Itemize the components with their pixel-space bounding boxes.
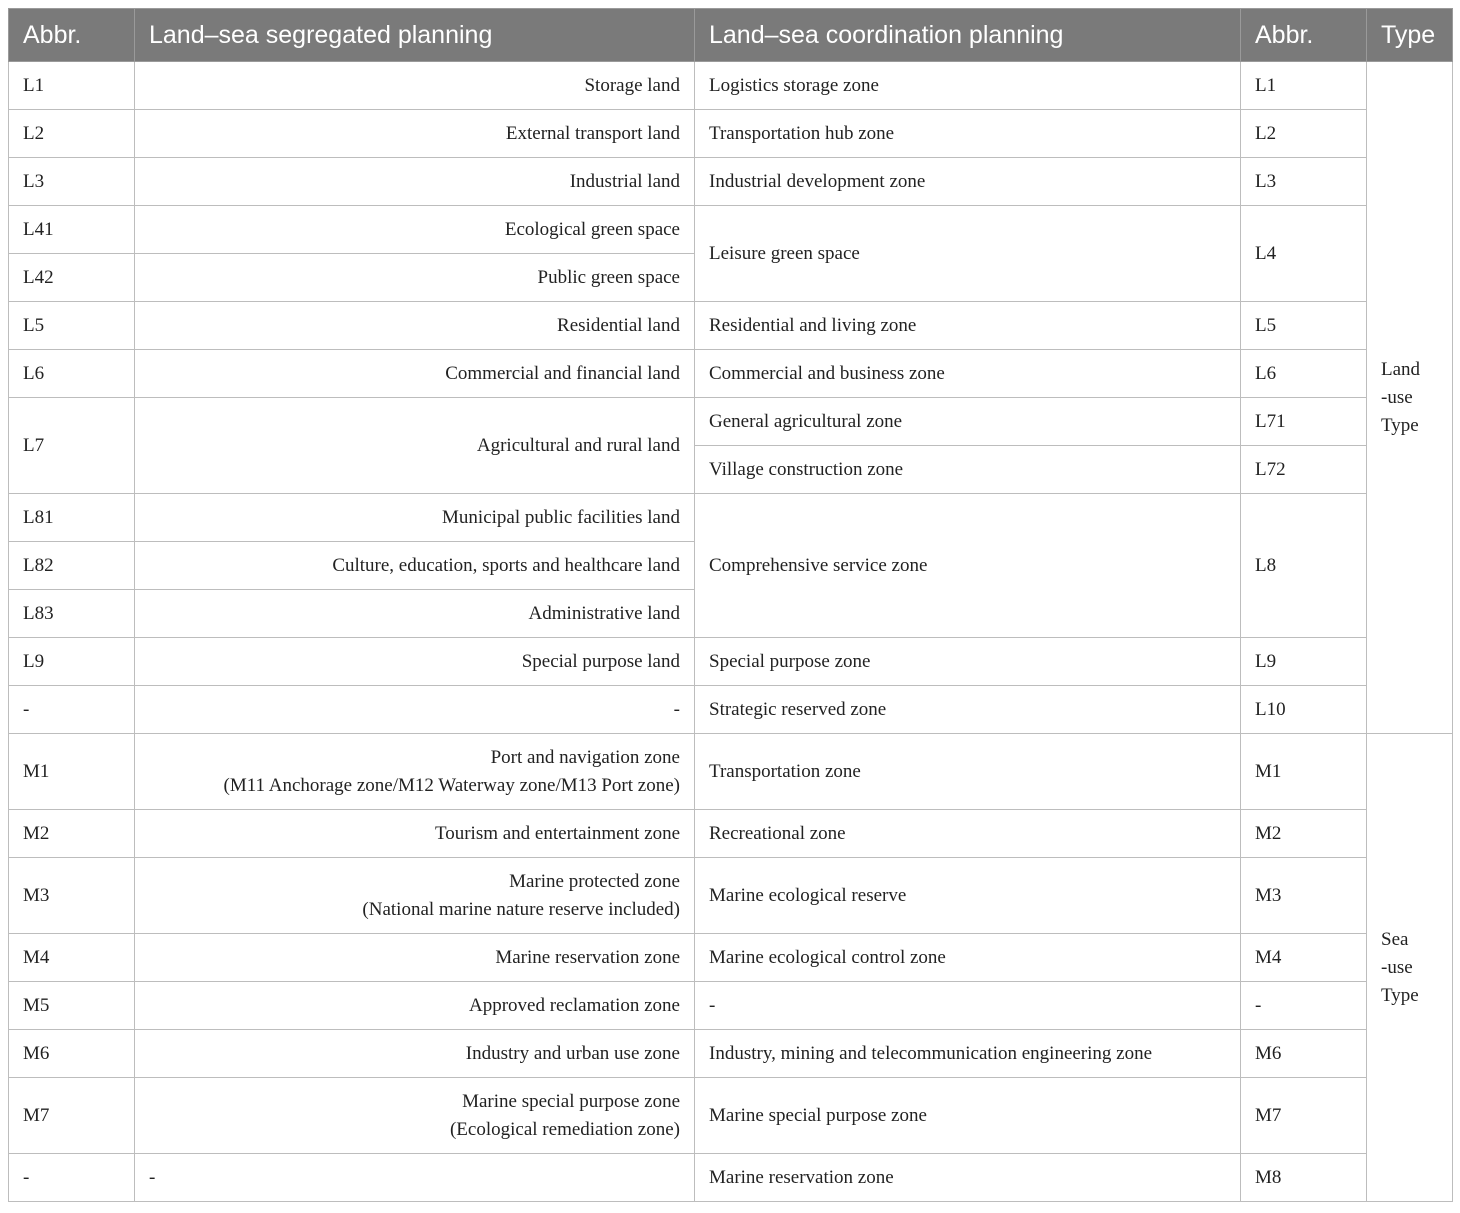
type-line: Sea bbox=[1381, 928, 1409, 950]
coord-abbr-cell: M4 bbox=[1241, 934, 1367, 982]
table-row bbox=[9, 858, 1453, 934]
seg-line: (National marine nature reserve included) bbox=[362, 898, 680, 920]
coord-planning-cell: General agricultural zone bbox=[695, 398, 1241, 446]
coord-planning-cell: Comprehensive service zone bbox=[695, 494, 1241, 638]
seg-line: Tourism and entertainment zone bbox=[434, 822, 680, 844]
table-row bbox=[9, 206, 1453, 254]
coord-planning-cell: Marine ecological control zone bbox=[695, 934, 1241, 982]
coord-abbr-cell: M2 bbox=[1241, 810, 1367, 858]
seg-line: Municipal public facilities land bbox=[442, 506, 680, 528]
coord-planning-cell: Industry, mining and telecommunication engineering zone bbox=[695, 1030, 1241, 1078]
seg-abbr-cell: L82 bbox=[9, 542, 135, 590]
seg-planning-cell bbox=[135, 542, 695, 590]
seg-planning-cell bbox=[135, 590, 695, 638]
coord-abbr-cell: L5 bbox=[1241, 302, 1367, 350]
header-coordination-planning: Land–sea coordination planning bbox=[695, 9, 1241, 62]
table-row bbox=[9, 158, 1453, 206]
header-abbr-left: Abbr. bbox=[9, 9, 135, 62]
seg-planning-cell bbox=[135, 1078, 695, 1154]
seg-abbr-cell: L42 bbox=[9, 254, 135, 302]
seg-planning-cell bbox=[135, 302, 695, 350]
seg-line: Public green space bbox=[537, 266, 680, 288]
seg-planning-cell bbox=[135, 206, 695, 254]
seg-line: Storage land bbox=[584, 74, 680, 96]
type-line: Type bbox=[1381, 984, 1419, 1006]
coord-abbr-cell: L9 bbox=[1241, 638, 1367, 686]
coord-abbr-cell: L8 bbox=[1241, 494, 1367, 638]
coord-planning-cell: Marine special purpose zone bbox=[695, 1078, 1241, 1154]
type-cell-sea bbox=[1367, 734, 1453, 1202]
seg-abbr-cell: M4 bbox=[9, 934, 135, 982]
coord-abbr-cell: L2 bbox=[1241, 110, 1367, 158]
table-row bbox=[9, 1030, 1453, 1078]
seg-line: Residential land bbox=[557, 314, 680, 336]
type-line: Land bbox=[1381, 358, 1421, 380]
type-line: -use bbox=[1381, 956, 1413, 978]
coord-abbr-cell: L72 bbox=[1241, 446, 1367, 494]
seg-line: External transport land bbox=[505, 122, 680, 144]
header-segregated-planning: Land–sea segregated planning bbox=[135, 9, 695, 62]
seg-planning-cell bbox=[135, 734, 695, 810]
coord-abbr-cell: M3 bbox=[1241, 858, 1367, 934]
coord-planning-cell: Marine ecological reserve bbox=[695, 858, 1241, 934]
coord-abbr-cell: L6 bbox=[1241, 350, 1367, 398]
seg-planning-cell bbox=[135, 686, 695, 734]
coord-planning-cell: Special purpose zone bbox=[695, 638, 1241, 686]
table-row bbox=[9, 686, 1453, 734]
seg-planning-cell bbox=[135, 638, 695, 686]
table-header bbox=[9, 9, 1453, 62]
seg-line: Port and navigation zone bbox=[490, 746, 680, 768]
seg-abbr-cell: M7 bbox=[9, 1078, 135, 1154]
header-row bbox=[9, 9, 1453, 62]
seg-abbr-cell: M5 bbox=[9, 982, 135, 1030]
coord-planning-cell: Residential and living zone bbox=[695, 302, 1241, 350]
table-row bbox=[9, 1078, 1453, 1154]
coord-abbr-cell: M6 bbox=[1241, 1030, 1367, 1078]
seg-line: Marine special purpose zone bbox=[462, 1090, 680, 1112]
seg-abbr-cell: - bbox=[9, 1154, 135, 1202]
coord-planning-cell: Commercial and business zone bbox=[695, 350, 1241, 398]
seg-line: - bbox=[149, 1166, 156, 1188]
seg-abbr-cell: M1 bbox=[9, 734, 135, 810]
seg-abbr-cell: M3 bbox=[9, 858, 135, 934]
coord-abbr-cell: - bbox=[1241, 982, 1367, 1030]
seg-line: Culture, education, sports and healthcare land bbox=[332, 554, 680, 576]
header-abbr-right: Abbr. bbox=[1241, 9, 1367, 62]
table-row bbox=[9, 398, 1453, 446]
type-cell-land bbox=[1367, 62, 1453, 734]
coord-abbr-cell: M1 bbox=[1241, 734, 1367, 810]
seg-abbr-cell: L6 bbox=[9, 350, 135, 398]
seg-line: (M11 Anchorage zone/M12 Waterway zone/M13 Port zone) bbox=[223, 774, 680, 796]
coord-planning-cell: Logistics storage zone bbox=[695, 62, 1241, 110]
planning-comparison-table bbox=[8, 8, 1453, 1202]
seg-line: Administrative land bbox=[528, 602, 680, 624]
coord-planning-cell: Transportation hub zone bbox=[695, 110, 1241, 158]
table-row bbox=[9, 734, 1453, 810]
seg-abbr-cell: L41 bbox=[9, 206, 135, 254]
seg-abbr-cell: L9 bbox=[9, 638, 135, 686]
coord-planning-cell: Strategic reserved zone bbox=[695, 686, 1241, 734]
seg-abbr-cell: M2 bbox=[9, 810, 135, 858]
seg-abbr-cell: - bbox=[9, 686, 135, 734]
seg-abbr-cell: M6 bbox=[9, 1030, 135, 1078]
table-row bbox=[9, 982, 1453, 1030]
seg-line: Commercial and financial land bbox=[445, 362, 680, 384]
coord-abbr-cell: L3 bbox=[1241, 158, 1367, 206]
coord-abbr-cell: L71 bbox=[1241, 398, 1367, 446]
seg-planning-cell bbox=[135, 110, 695, 158]
coord-planning-cell: Marine reservation zone bbox=[695, 1154, 1241, 1202]
seg-planning-cell bbox=[135, 494, 695, 542]
coord-abbr-cell: L4 bbox=[1241, 206, 1367, 302]
seg-planning-cell bbox=[135, 934, 695, 982]
header-type: Type bbox=[1367, 9, 1453, 62]
seg-abbr-cell: L2 bbox=[9, 110, 135, 158]
seg-line: Agricultural and rural land bbox=[476, 434, 680, 456]
seg-planning-cell bbox=[135, 62, 695, 110]
table-row bbox=[9, 494, 1453, 542]
seg-planning-cell bbox=[135, 982, 695, 1030]
seg-line: Marine protected zone bbox=[509, 870, 680, 892]
type-line: -use bbox=[1381, 386, 1413, 408]
type-line: Type bbox=[1381, 414, 1419, 436]
table-body bbox=[9, 62, 1453, 1202]
table-row bbox=[9, 934, 1453, 982]
seg-planning-cell bbox=[135, 350, 695, 398]
table-row bbox=[9, 810, 1453, 858]
seg-abbr-cell: L7 bbox=[9, 398, 135, 494]
seg-planning-cell bbox=[135, 810, 695, 858]
seg-line: (Ecological remediation zone) bbox=[449, 1118, 680, 1140]
seg-planning-cell bbox=[135, 1030, 695, 1078]
table-row bbox=[9, 110, 1453, 158]
seg-abbr-cell: L5 bbox=[9, 302, 135, 350]
coord-planning-cell: Industrial development zone bbox=[695, 158, 1241, 206]
coord-planning-cell: Village construction zone bbox=[695, 446, 1241, 494]
coord-planning-cell: Transportation zone bbox=[695, 734, 1241, 810]
coord-planning-cell: Recreational zone bbox=[695, 810, 1241, 858]
table-row bbox=[9, 1154, 1453, 1202]
seg-planning-cell bbox=[135, 858, 695, 934]
table-row bbox=[9, 638, 1453, 686]
seg-abbr-cell: L81 bbox=[9, 494, 135, 542]
seg-planning-cell bbox=[135, 254, 695, 302]
seg-abbr-cell: L1 bbox=[9, 62, 135, 110]
seg-line: Marine reservation zone bbox=[495, 946, 680, 968]
seg-line: Approved reclamation zone bbox=[468, 994, 680, 1016]
table-container bbox=[8, 8, 1452, 1202]
seg-planning-cell bbox=[135, 158, 695, 206]
table-row bbox=[9, 350, 1453, 398]
seg-planning-cell bbox=[135, 398, 695, 494]
seg-line: - bbox=[673, 698, 680, 720]
seg-abbr-cell: L83 bbox=[9, 590, 135, 638]
seg-line: Special purpose land bbox=[521, 650, 680, 672]
seg-abbr-cell: L3 bbox=[9, 158, 135, 206]
coord-abbr-cell: L10 bbox=[1241, 686, 1367, 734]
table-row bbox=[9, 62, 1453, 110]
seg-line: Industry and urban use zone bbox=[465, 1042, 680, 1064]
seg-line: Ecological green space bbox=[504, 218, 680, 240]
coord-planning-cell: Leisure green space bbox=[695, 206, 1241, 302]
table-row bbox=[9, 302, 1453, 350]
coord-abbr-cell: L1 bbox=[1241, 62, 1367, 110]
coord-abbr-cell: M7 bbox=[1241, 1078, 1367, 1154]
seg-planning-cell bbox=[135, 1154, 695, 1202]
coord-planning-cell: - bbox=[695, 982, 1241, 1030]
seg-line: Industrial land bbox=[569, 170, 680, 192]
coord-abbr-cell: M8 bbox=[1241, 1154, 1367, 1202]
